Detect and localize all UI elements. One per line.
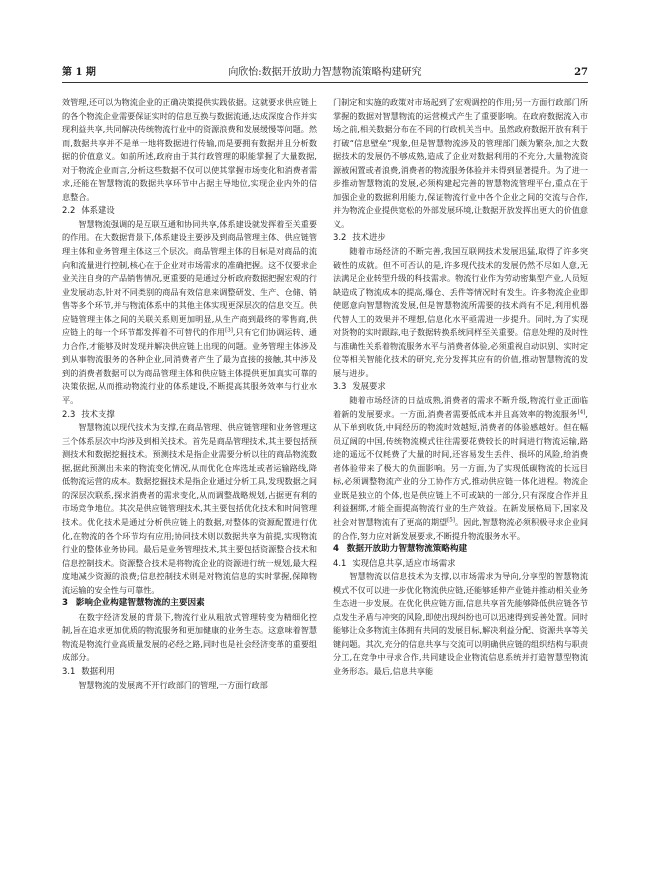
paragraph-text: 随着市场经济的日益成熟,消费者的需求不断升级,物流行业正面临着新的发展要求。一方面,消费者需要低成本并且高效率的物流服务 (333, 395, 588, 419)
running-title: 向欣怡:数据开放助力智慧物流策略构建研究 (228, 67, 422, 78)
section-heading (62, 597, 317, 611)
subsection-heading (333, 557, 588, 571)
heading-text: 技术进步 (352, 232, 386, 243)
subsection-heading (333, 380, 588, 394)
left-column (62, 96, 317, 838)
body-paragraph (62, 96, 317, 204)
paragraph-text: 在数字经济发展的背景下,物流行业从粗放式管理转变为精细化控制,旨在追求更加优质的物流服务和更加健康的业务生态。这意味着智慧物流是物流行业高质量发展的必经之路,同时也是社会经济变革的重要组成部分。 (62, 611, 317, 663)
heading-number: 4 (333, 544, 339, 555)
body-paragraph (62, 421, 317, 597)
subsection-heading (62, 408, 317, 422)
heading-number: 3 (62, 598, 68, 609)
heading-text: 数据利用 (81, 665, 115, 676)
heading-text: 发展要求 (352, 381, 386, 392)
body-paragraph (62, 218, 317, 408)
paragraph-text: 智慧物流以信息技术为支撑,以市场需求为导向,分享型的智慧物流模式不仅可以进一步优化物流供应链,还能够延伸产业链并推动相关业务生态进一步发展。在优化供应链方面,信息共享首先能够降低供应链各节点发生矛盾与冲突的风险,即使出现纠纷也可以迅速得到妥善处置。同时能够让众多物流主体拥有共同的发展目标,解决利益分配、资源共享等关键问题。其次,充分的信息共享与交流可以明确供应链的组织结构与职责分工,在竞争中寻求合作,共同建设企业物流信息系统并打造智慧型物流业务形态。最后,信息共享能 (333, 571, 588, 676)
citation-ref: [5] (447, 517, 455, 524)
citation-ref: [3] (225, 327, 233, 334)
heading-number: 4.1 (333, 557, 347, 568)
paragraph-text: ,从下单到收货,中间经历的物流时效越短,消费者的体验感越好。但在幅员辽阔的中国,传统物流模式往往需要花费较长的时间进行物流运输,路途的遥远不仅耗费了大量的时间,还容易发生丢件、损坏的风险,给消费者体验带来了极大的负面影响。另一方面,为了实现低碳物流的长远目标,必须调整物流产业的分工协作方式,推动供应链一体化进程。物流企业既是独立的个体,也是供应链上不可或缺的一部分,只有深度合作并且利益捆绑,才能全面提高物流行业的生产效益。在新发展格局下,国家及社会对智慧物流有了更高的期望 (333, 408, 588, 527)
body-paragraph (333, 394, 588, 543)
heading-text: 技术支撑 (81, 408, 115, 419)
subsection-heading (62, 204, 317, 218)
heading-text: 影响企业构建智慧物流的主要因素 (75, 598, 205, 609)
section-heading (333, 543, 588, 557)
paragraph-text: 智慧物流强调的是互联互通和协同共享,体系建设就发挥着至关重要的作用。在大数据背景下,体系建设主要涉及到商品管理主体、供应链管理主体和业务管理主体这三个层次。商品管理主体的目标是对商品的流向和流量进行控制,核心在于企业对市场需求的准确把握。这不仅要求企业关注自身的产品销售情况,更重要的是通过分析政府数据把握宏观的行业发展动态,针对不同类别的商品有效信息来调整研发、生产、仓储、销售等多个环节,并与物流体系中的其他主体实现更深层次的信息交互。供应链管理主体之间的关联关系则更加明显,从生产商到最终的零售商,供应链上的每一个环节都发挥着不可替代的作用 (62, 218, 317, 338)
paragraph-text: 门制定和实施的政策对市场起到了宏观调控的作用;另一方面行政部门所掌握的数据对智慧物流的运营模式产生了重要影响。在政府数据流入市场之前,相关数据分布在不同的行政机关当中。虽然政府数据开放有利于打破“信息壁垒”现象,但是智慧物流涉及的管理部门颇为繁杂,加之大数据技术的发展仍不够成熟,造成了企业对数据利用的不充分,大量物流资源被闲置或者浪费,消费者的物流服务体验并未得到显著提升。为了进一步推动智慧物流的发展,必须构建起完善的智慧物流管理平台,重点在于加强企业的数据利用能力,保证物流行业中各个企业之间的交流与合作,并为物流企业提供宽松的外部发展环境,让数据开放发挥出更大的价值意义。 (333, 97, 588, 229)
paragraph-text: ,只有它们协调运转、通力合作,才能够及时发现并解决供应链上出现的问题。业务管理主体涉及到从事物流服务的各种企业,同消费者产生了最为直接的接触,其中涉及到的消费者数据可以为商品管理主体和供应链主体提供更加真实可靠的决策依据,从而推动物流行业的体系建设,不断提高其服务效率与行业水平。 (62, 327, 317, 406)
heading-number: 3.3 (333, 381, 347, 392)
body-paragraph (62, 679, 317, 693)
heading-number: 2.3 (62, 408, 76, 419)
paragraph-text: 效管理,还可以为物流企业的正确决策提供实践依据。这就要求供应链上的各个物流企业需要保证实时的信息互换与数据流通,达成深度合作并实现利益共享,共同解决传统物流行业中的资源浪费和发展缓慢等问题。然而,数据共享并不是单一地将数据进行传输,而是要拥有数据并且分析数据的价值意义。如前所述,政府由于其行政管理的职能掌握了大量数据,对于物流企业而言,分析这些数据不仅可以使其掌握市场变化和消费者需求,还能在智慧物流的数据共享环节中占据主导地位,实现企业内外的信息整合。 (62, 97, 317, 202)
paragraph-text: 智慧物流以现代技术为支撑,在商品管理、供应链管理和业务管理这三个体系层次中均涉及到相关技术。首先是商品管理技术,其主要包括预测技术和数据挖掘技术。预测技术是指企业需要分析以往的商品物流数据,据此预测出未来的物流变化情况,从而优化仓库选址或者运输路线,降低物流运营的成本。数据挖掘技术是指企业通过分析工具,发现数据之间的深层次联系,探求消费者的需求变化,从而调整战略规划,占据更有利的市场竞争地位。其次是供应链管理技术,其主要包括优化技术和时间管理技术。优化技术是通过分析供应链上的数据,对整体的资源配置进行优化,在物流的各个环节均有应用;协同技术则以数据共享为前提,实现物流行业的整体业务协同。最后是业务管理技术,其主要包括资源整合技术和信息控制技术。资源整合技术是将物流企业的资源进行统一规划,最大程度地减少资源的浪费;信息控制技术则是对物流信息的实时掌握,保障物流运输的安全性与可靠性。 (62, 422, 317, 595)
heading-number: 3.2 (333, 232, 347, 243)
heading-number: 3.1 (62, 665, 76, 676)
paragraph-text: 。因此,智慧物流必须积极寻求企业间的合作,努力应对新发展要求,不断提升物流服务水平。 (333, 516, 588, 541)
page-number: 27 (574, 67, 588, 78)
heading-text: 体系建设 (81, 205, 115, 216)
body-paragraph (333, 96, 588, 231)
body-paragraph (333, 570, 588, 678)
body-paragraph (62, 611, 317, 665)
running-header (62, 66, 588, 83)
body-paragraph (333, 245, 588, 380)
heading-text: 数据开放助力智慧物流策略构建 (346, 544, 468, 555)
issue-label: 第 1 期 (62, 67, 96, 78)
citation-ref: [4] (577, 408, 586, 415)
heading-number: 2.2 (62, 205, 76, 216)
subsection-heading (62, 665, 317, 679)
right-column (333, 96, 588, 838)
subsection-heading (333, 231, 588, 245)
heading-text: 实现信息共享,适应市场需求 (352, 557, 456, 568)
paragraph-text: 随着市场经济的不断完善,我国互联网技术发展迅猛,取得了许多突破性的成就。但不可否认的是,许多现代技术的发展仍然不尽如人意,无法满足企业转型升级的科技需求。物流行业作为劳动密集型产业,人员短缺造成了物流成本的提高,爆仓、丢件等情况时有发生。许多物流企业即使愿意向智慧物流发展,但是智慧物流所需要的技术尚有不足,利用机器代替人工的效果并不理想,信息化水平亟需进一步提升。同时,为了实现对货物的实时跟踪,电子数据转换系统同样至关重要。信息处理的及时性与准确性关系着物流服务水平与消费者体验,必须重视自动识别、实时定位等相关智能化技术的研究,充分发挥其应有的价值,推动智慧物流的发展与进步。 (333, 246, 588, 378)
paragraph-text: 智慧物流的发展离不开行政部门的管理,一方面行政部 (78, 679, 268, 690)
